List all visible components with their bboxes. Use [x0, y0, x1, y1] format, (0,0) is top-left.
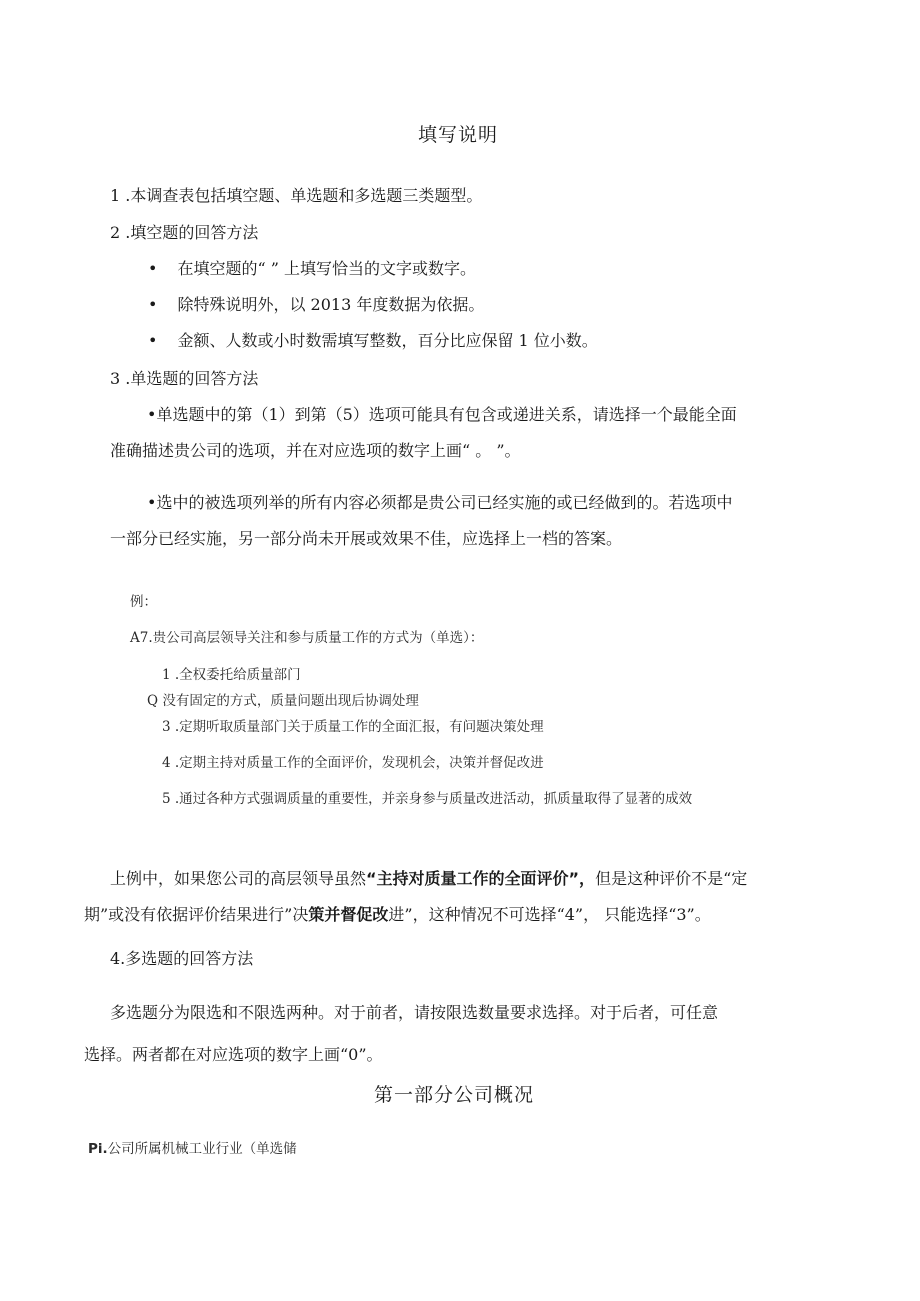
bullet-3	[148, 328, 598, 351]
p1-question	[88, 1137, 297, 1157]
explain-line-1-a: 上例中，如果您公司的高层领导虽然	[110, 869, 367, 888]
multi-line-1: 多选题分为限选和不限选两种。对于前者，请按限选数量要求选择。对于后者，可任意	[110, 1003, 719, 1022]
item-3-para-2-line-1: •选中的被选项列举的所有内容必须都是贵公司已经实施的或已经做到的。若选项中	[147, 493, 733, 512]
page-title: 填写说明	[418, 124, 499, 146]
explain-line-1-bold: “主持对质量工作的全面评价”，	[366, 869, 596, 888]
p1-code: Pi.	[88, 1141, 108, 1157]
item-3-para-1-line-2: 准确描述贵公司的选项，并在对应选项的数字上画“ 。 ”。	[110, 441, 521, 460]
item-3-para-2-line-2: 一部分已经实施，另一部分尚未开展或效果不佳，应选择上一档的答案。	[110, 529, 623, 548]
explain-line-2	[84, 902, 711, 925]
bullet-1	[148, 256, 476, 279]
multi-line-2: 选择。两者都在对应选项的数字上画“0”。	[84, 1045, 383, 1064]
item-2: 2 .填空题的回答方法	[110, 223, 259, 242]
item-3-para-1-line-1: •单选题中的第（1）到第（5）选项可能具有包含或递进关系，请选择一个最能全面	[147, 405, 737, 424]
example-option: 3 .定期听取质量部门关于质量工作的全面汇报，有问题决策处理	[162, 719, 544, 735]
p1-text: 公司所属机械工业行业（单选储	[107, 1141, 297, 1157]
explain-line-1-c: 但是这种评价不是“定	[595, 869, 748, 888]
example-question: A7.贵公司高层领导关注和参与质量工作的方式为（单选）：	[130, 630, 484, 646]
item-3: 3 .单选题的回答方法	[110, 369, 259, 388]
bullet-dot-icon: •	[148, 295, 158, 314]
bullet-dot-icon: •	[148, 259, 158, 278]
part1-title: 第一部分公司概况	[374, 1084, 535, 1106]
item-1: 1 .本调查表包括填空题、单选题和多选题三类题型。	[110, 186, 483, 205]
explain-line-2-a: 期”或没有依据评价结果进行”决	[84, 905, 309, 924]
example-option: 1 .全权委托给质量部门	[162, 667, 301, 683]
bullet-3-text: 金额、人数或小时数需填写整数，百分比应保留 1 位小数。	[177, 331, 598, 350]
explain-line-1	[110, 866, 747, 889]
bullet-2-text: 除特殊说明外，以 2013 年度数据为依据。	[177, 295, 485, 314]
bullet-2	[148, 292, 484, 315]
multi-heading: 4.多选题的回答方法	[110, 949, 254, 968]
example-option: Q 没有固定的方式，质量问题出现后协调处理	[147, 693, 419, 709]
example-option: 4 .定期主持对质量工作的全面评价，发现机会，决策并督促改进	[162, 755, 544, 771]
example-option: 5 .通过各种方式强调质量的重要性，并亲身参与质量改进活动，抓质量取得了显著的成效	[162, 791, 693, 807]
example-label: 例：	[130, 594, 157, 610]
bullet-1-text: 在填空题的“ ” 上填写恰当的文字或数字。	[177, 259, 476, 278]
bullet-dot-icon: •	[148, 331, 158, 350]
explain-line-2-c: 进”，这种情况不可选择“4”， 只能选择“3”。	[388, 905, 711, 924]
explain-line-2-bold: 策并督促改	[308, 905, 389, 924]
